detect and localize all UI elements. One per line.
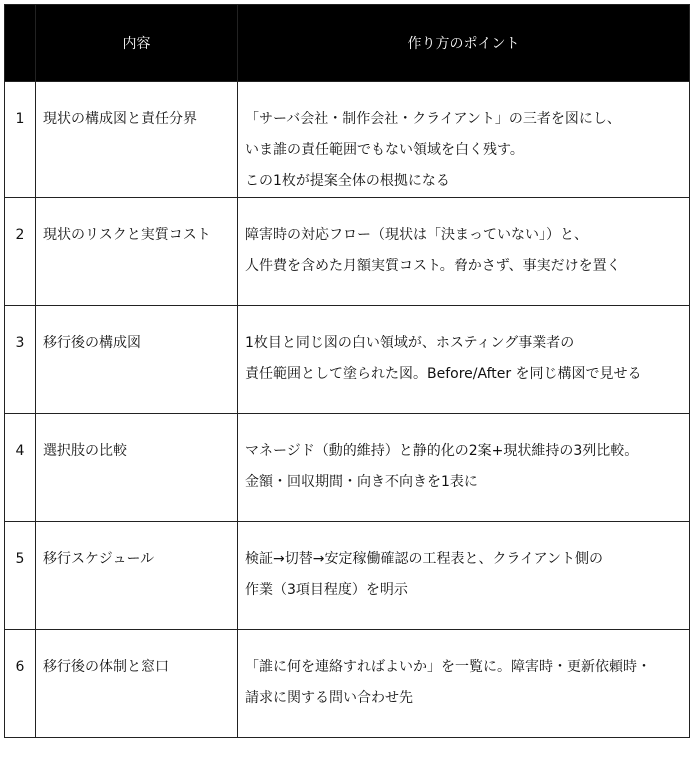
row-number: 3: [5, 306, 36, 414]
table-row: [5, 630, 690, 738]
row-number: 5: [5, 522, 36, 630]
point-line: 作業（3項目程度）を明示: [245, 582, 408, 598]
row-points: [238, 306, 690, 414]
point-line: 責任範囲として塗られた図。Before/After を同じ構図で見せる: [245, 366, 642, 382]
point-line: いま誰の責任範囲でもない領域を白く残す。: [245, 142, 524, 158]
row-number: 6: [5, 630, 36, 738]
header-row: [5, 5, 690, 82]
header-points-cell: 作り方のポイント: [238, 5, 690, 82]
point-line: 「誰に何を連絡すればよいか」を一覧に。障害時・更新依頼時・: [245, 659, 651, 675]
table-body: [5, 82, 690, 738]
table-header: [5, 5, 690, 82]
point-line: 「サーバ会社・制作会社・クライアント」の三者を図にし、: [245, 111, 621, 127]
header-number-cell: [5, 5, 36, 82]
point-line: 金額・回収期間・向き不向きを1表に: [245, 474, 478, 490]
row-points: [238, 522, 690, 630]
row-number: 1: [5, 82, 36, 198]
point-line: 障害時の対応フロー（現状は「決まっていない」）と、: [245, 227, 588, 243]
point-line: 検証→切替→安定稼働確認の工程表と、クライアント側の: [245, 551, 604, 567]
table-row: [5, 414, 690, 522]
point-line: 人件費を含めた月額実質コスト。脅かさず、事実だけを置く: [245, 258, 621, 274]
table-row: [5, 198, 690, 306]
point-line: 1枚目と同じ図の白い領域が、ホスティング事業者の: [245, 335, 575, 351]
row-title: 移行後の体制と窓口: [36, 630, 238, 738]
point-line: マネージド（動的維持）と静的化の2案+現状維持の3列比較。: [245, 443, 639, 459]
row-title: 選択肢の比較: [36, 414, 238, 522]
row-points: [238, 630, 690, 738]
row-number: 2: [5, 198, 36, 306]
point-line: 請求に関する問い合わせ先: [245, 690, 413, 706]
row-points: [238, 198, 690, 306]
row-points: [238, 82, 690, 198]
row-points: [238, 414, 690, 522]
table-row: [5, 522, 690, 630]
row-number: 4: [5, 414, 36, 522]
point-line: この1枚が提案全体の根拠になる: [245, 173, 450, 189]
row-title: 移行スケジュール: [36, 522, 238, 630]
header-content-cell: 内容: [36, 5, 238, 82]
table-row: [5, 306, 690, 414]
proposal-structure-table: [4, 4, 690, 738]
row-title: 移行後の構成図: [36, 306, 238, 414]
row-title: 現状の構成図と責任分界: [36, 82, 238, 198]
table-row: [5, 82, 690, 198]
row-title: 現状のリスクと実質コスト: [36, 198, 238, 306]
